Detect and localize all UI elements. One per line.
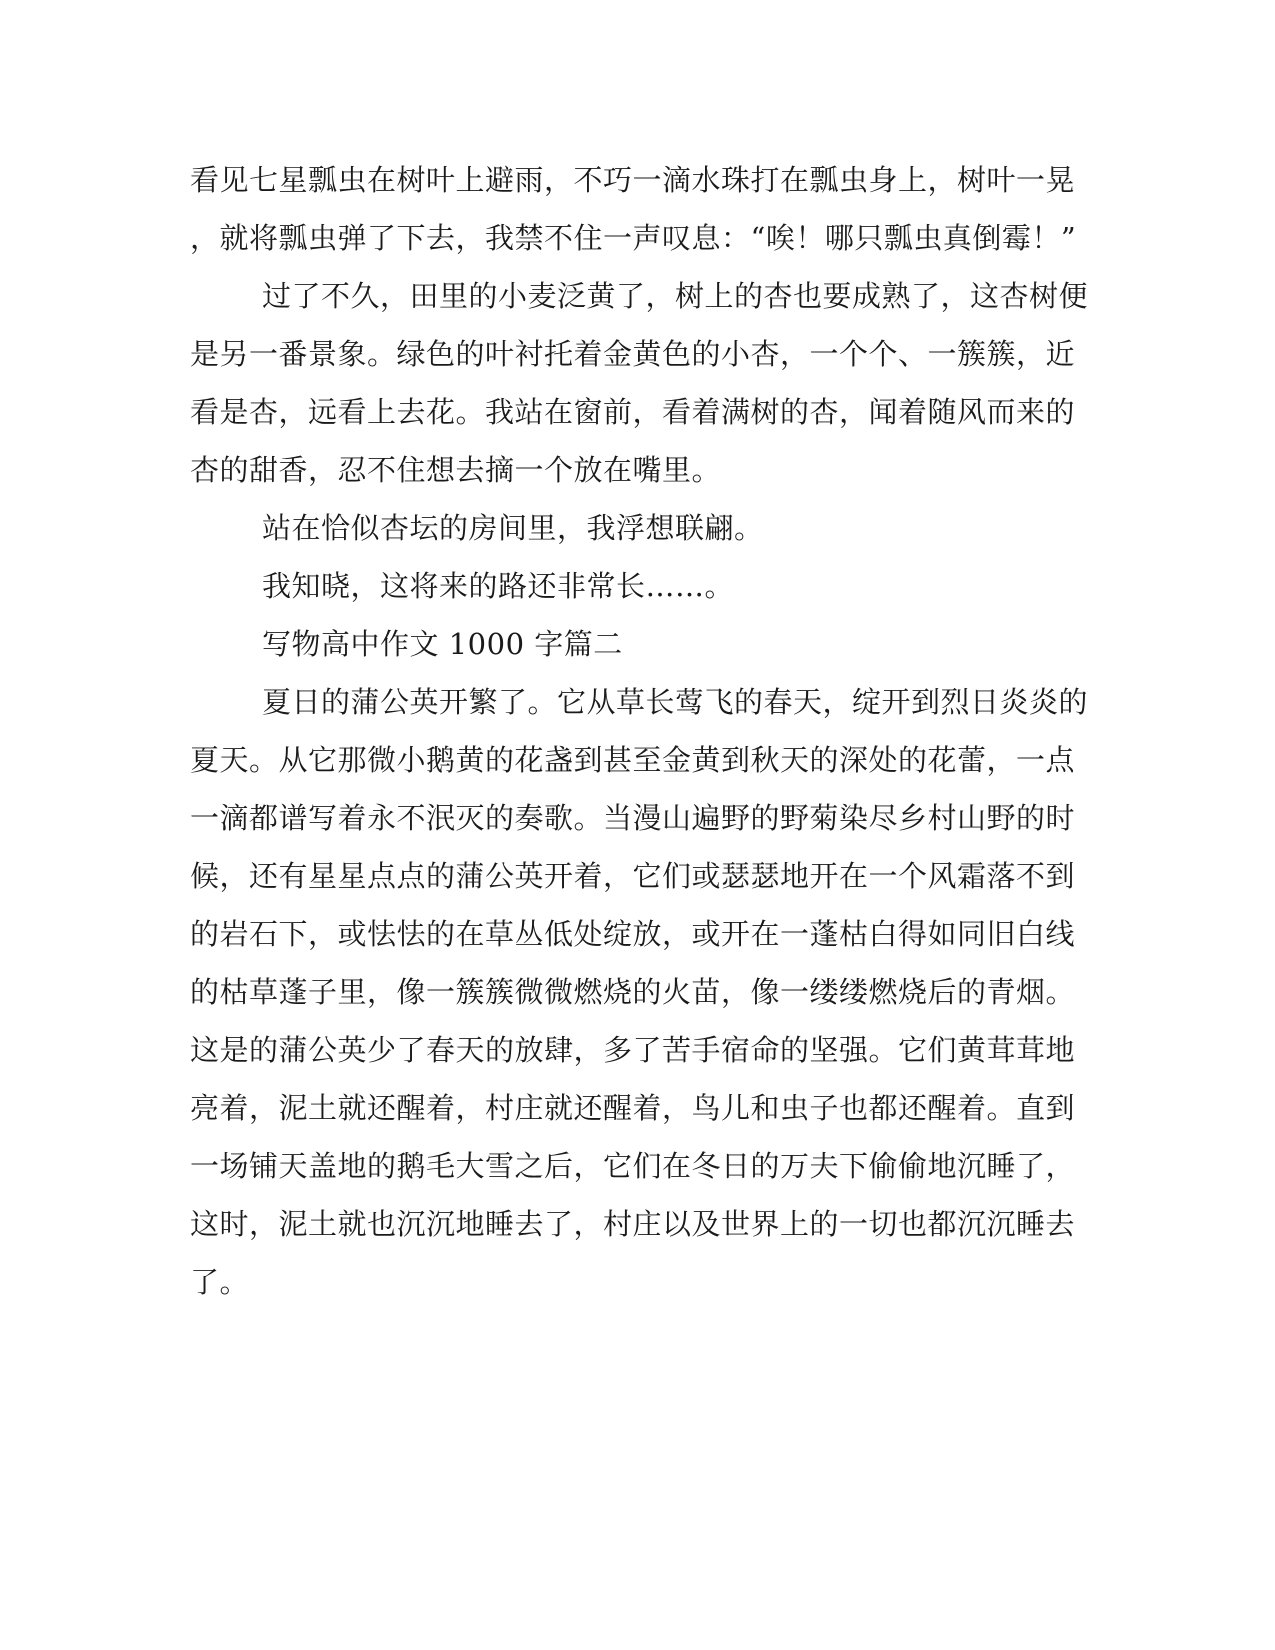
text-line: 夏日的蒲公英开繁了。它从草长莺飞的春天，绽开到烈日炎炎的	[262, 685, 1089, 719]
text-line: 是另一番景象。绿色的叶衬托着金黄色的小杏，一个个、一簇簇，近	[190, 337, 1076, 371]
text-line: 了。	[190, 1265, 250, 1299]
text-line: 这是的蒲公英少了春天的放肆，多了苦手宿命的坚强。它们黄茸茸地	[190, 1033, 1076, 1067]
text-line: 站在恰似杏坛的房间里，我浮想联翩。	[262, 511, 764, 545]
text-line: 一场铺天盖地的鹅毛大雪之后，它们在冬日的万夫下偷偷地沉睡了，	[190, 1149, 1076, 1183]
text-line: 看见七星瓢虫在树叶上避雨，不巧一滴水珠打在瓢虫身上，树叶一晃	[190, 163, 1076, 197]
section-heading: 写物高中作文 1000 字篇二	[262, 627, 623, 661]
text-line: 亮着，泥土就还醒着，村庄就还醒着，鸟儿和虫子也都还醒着。直到	[190, 1091, 1076, 1125]
text-line: 一滴都谱写着永不泯灭的奏歌。当漫山遍野的野菊染尽乡村山野的时	[190, 801, 1076, 835]
text-line: 的枯草蓬子里，像一簇簇微微燃烧的火苗，像一缕缕燃烧后的青烟。	[190, 975, 1076, 1009]
text-line: 夏天。从它那微小鹅黄的花盏到甚至金黄到秋天的深处的花蕾，一点	[190, 743, 1076, 777]
text-line: 的岩石下，或怯怯的在草丛低处绽放，或开在一蓬枯白得如同旧白线	[190, 917, 1076, 951]
text-line: 我知晓，这将来的路还非常长……。	[262, 569, 735, 603]
text-line: 看是杏，远看上去花。我站在窗前，看着满树的杏，闻着随风而来的	[190, 395, 1076, 429]
text-line: 候，还有星星点点的蒲公英开着，它们或瑟瑟地开在一个风霜落不到	[190, 859, 1076, 893]
text-line: 这时，泥土就也沉沉地睡去了，村庄以及世界上的一切也都沉沉睡去	[190, 1207, 1076, 1241]
text-line: 过了不久，田里的小麦泛黄了，树上的杏也要成熟了，这杏树便	[262, 279, 1089, 313]
text-line: 杏的甜香，忍不住想去摘一个放在嘴里。	[190, 453, 722, 487]
text-line: ，就将瓢虫弹了下去，我禁不住一声叹息：“唉！哪只瓢虫真倒霉！”	[190, 221, 1077, 255]
